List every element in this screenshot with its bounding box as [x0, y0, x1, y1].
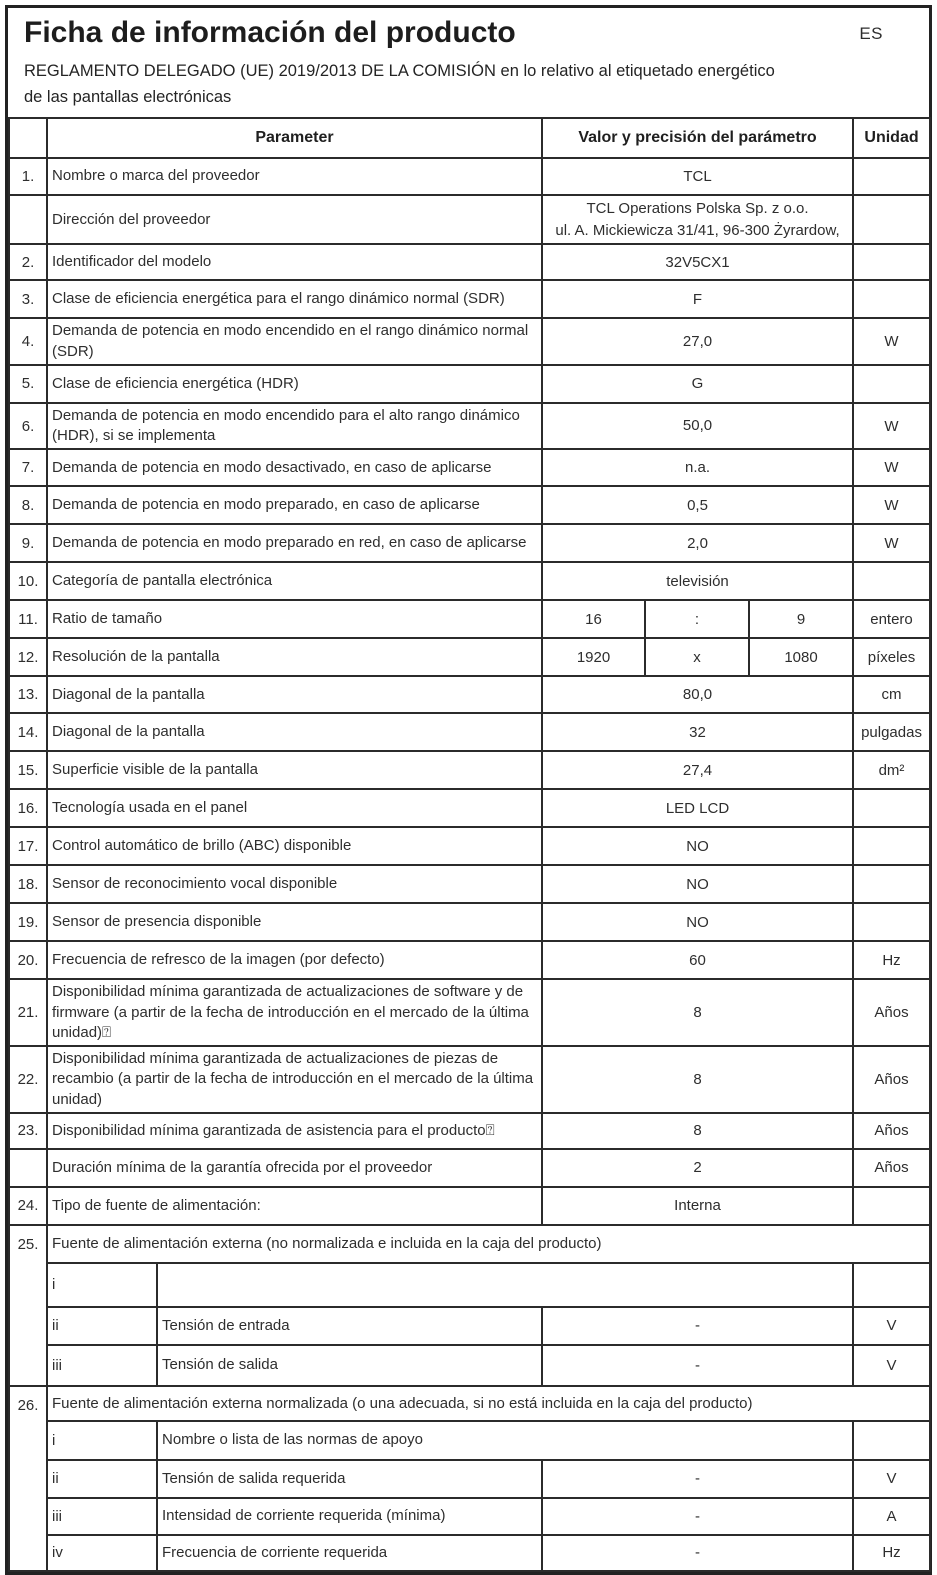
table-row: [9, 403, 930, 450]
table-row: [9, 1187, 930, 1225]
unit-cell: A: [853, 1498, 930, 1535]
table-row: [9, 865, 930, 903]
table-row: [9, 751, 930, 789]
row-number: 22.: [9, 1046, 47, 1113]
unit-cell: Años: [853, 1149, 930, 1187]
row-number: 3.: [9, 280, 47, 318]
row-number: 17.: [9, 827, 47, 865]
parameter-cell: Disponibilidad mínima garantizada de actualizaciones de piezas de recambio (a partir de la fecha de introducción en el mercado de la última unidad): [47, 1046, 542, 1113]
value-cell: televisión: [542, 562, 853, 600]
parameter-cell: Ratio de tamaño: [47, 600, 542, 638]
row-number: 21.: [9, 979, 47, 1046]
parameter-cell: Identificador del modelo: [47, 244, 542, 280]
unit-cell: [853, 365, 930, 403]
row-number: 6.: [9, 403, 47, 450]
table-row: [9, 903, 930, 941]
row-number: 15.: [9, 751, 47, 789]
value-line: ul. A. Mickiewicza 31/41, 96-300 Żyrardow,: [555, 221, 840, 239]
value-cell: 1920: [542, 638, 645, 676]
product-fiche-sheet: [5, 5, 932, 1575]
row-number: 5.: [9, 365, 47, 403]
table-row: [9, 600, 930, 638]
row-number: [9, 1149, 47, 1187]
table-subrow: [9, 1498, 930, 1535]
parameter-cell: Frecuencia de refresco de la imagen (por defecto): [47, 941, 542, 979]
parameter-cell: Nombre o marca del proveedor: [47, 158, 542, 195]
row-number: 26.: [9, 1386, 47, 1571]
table-row: [9, 318, 930, 365]
subrow-label: ii: [47, 1307, 157, 1345]
value-cell: 0,5: [542, 486, 853, 524]
unit-cell: V: [853, 1345, 930, 1386]
regulation-subtitle-line2: de las pantallas electrónicas: [24, 88, 232, 107]
parameter-cell: Resolución de la pantalla: [47, 638, 542, 676]
parameter-cell: Clase de eficiencia energética para el rango dinámico normal (SDR): [47, 280, 542, 318]
unit-cell: Hz: [853, 1535, 930, 1571]
unit-cell: [853, 827, 930, 865]
value-cell: 50,0: [542, 403, 853, 450]
unit-cell: V: [853, 1460, 930, 1498]
subrow-label: i: [47, 1263, 157, 1307]
row-number: 24.: [9, 1187, 47, 1225]
value-cell: TCL: [542, 158, 853, 195]
row-number: 25.: [9, 1225, 47, 1386]
unit-cell: W: [853, 403, 930, 450]
value-cell: 1080: [749, 638, 853, 676]
table-row: [9, 280, 930, 318]
product-table-body: [9, 158, 930, 1571]
value-cell: 27,0: [542, 318, 853, 365]
value-cell: :: [645, 600, 749, 638]
unit-cell: [853, 158, 930, 195]
row-number: [9, 195, 47, 245]
table-subrow: [9, 1460, 930, 1498]
value-cell: n.a.: [542, 449, 853, 486]
value-cell: [542, 195, 853, 245]
row-number: 19.: [9, 903, 47, 941]
row-number: 9.: [9, 524, 47, 562]
unit-cell: [853, 1187, 930, 1225]
value-line: TCL Operations Polska Sp. z o.o.: [586, 199, 809, 217]
unit-cell: [853, 280, 930, 318]
parameter-cell: Disponibilidad mínima garantizada de actualizaciones de software y de firmware (a partir de la fecha de introducción en el mercado de la última unidad)⍰: [47, 979, 542, 1046]
parameter-cell: Superficie visible de la pantalla: [47, 751, 542, 789]
parameter-cell: Categoría de pantalla electrónica: [47, 562, 542, 600]
unit-cell: W: [853, 486, 930, 524]
table-row: [9, 1149, 930, 1187]
table-subrow: [9, 1263, 930, 1307]
value-cell: 9: [749, 600, 853, 638]
parameter-cell: Sensor de presencia disponible: [47, 903, 542, 941]
unit-cell: V: [853, 1307, 930, 1345]
unit-cell: [853, 903, 930, 941]
row-number: 16.: [9, 789, 47, 827]
table-row: [9, 486, 930, 524]
value-cell: 27,4: [542, 751, 853, 789]
page-title: Ficha de información del producto: [24, 16, 516, 49]
table-row: [9, 244, 930, 280]
parameter-cell: Demanda de potencia en modo encendido para el alto rango dinámico (HDR), si se implementa: [47, 403, 542, 450]
table-row: [9, 1386, 930, 1421]
row-number: 23.: [9, 1113, 47, 1149]
unit-column-header: Unidad: [853, 118, 930, 158]
value-cell: -: [542, 1345, 853, 1386]
row-number: 4.: [9, 318, 47, 365]
table-header-row: [9, 118, 930, 158]
value-cell: G: [542, 365, 853, 403]
unit-cell: dm²: [853, 751, 930, 789]
parameter-cell: Frecuencia de corriente requerida: [157, 1535, 542, 1571]
table-row: [9, 158, 930, 195]
parameter-cell: Tipo de fuente de alimentación:: [47, 1187, 542, 1225]
value-cell: -: [542, 1307, 853, 1345]
regulation-subtitle-line1: REGLAMENTO DELEGADO (UE) 2019/2013 DE LA COMISIÓN en lo relativo al etiquetado energético: [24, 61, 775, 80]
parameter-cell: Demanda de potencia en modo encendido en el rango dinámico normal (SDR): [47, 318, 542, 365]
parameter-cell: Demanda de potencia en modo desactivado, en caso de aplicarse: [47, 449, 542, 486]
title-block: [8, 8, 929, 117]
unit-cell: Años: [853, 1046, 930, 1113]
unit-cell: [853, 865, 930, 903]
value-column-header: Valor y precisión del parámetro: [542, 118, 853, 158]
row-number: 11.: [9, 600, 47, 638]
product-info-table: [8, 117, 931, 1572]
table-row: [9, 1225, 930, 1263]
unit-cell: W: [853, 524, 930, 562]
parameter-cell: Clase de eficiencia energética (HDR): [47, 365, 542, 403]
unit-cell: entero: [853, 600, 930, 638]
value-cell: 60: [542, 941, 853, 979]
unit-cell: Años: [853, 979, 930, 1046]
group-header-cell: Fuente de alimentación externa (no normalizada e incluida en la caja del producto): [47, 1225, 930, 1263]
value-cell: 2,0: [542, 524, 853, 562]
unit-cell: [853, 195, 930, 245]
parameter-cell: Nombre o lista de las normas de apoyo: [157, 1421, 853, 1460]
parameter-cell: Control automático de brillo (ABC) disponible: [47, 827, 542, 865]
table-row: [9, 713, 930, 751]
parameter-cell: [157, 1263, 853, 1307]
parameter-cell: Tensión de salida: [157, 1345, 542, 1386]
unit-cell: W: [853, 318, 930, 365]
row-number: 20.: [9, 941, 47, 979]
unit-cell: [853, 1421, 930, 1460]
table-row: [9, 638, 930, 676]
table-subrow: [9, 1307, 930, 1345]
row-number: 10.: [9, 562, 47, 600]
value-cell: 32V5CX1: [542, 244, 853, 280]
subrow-label: i: [47, 1421, 157, 1460]
table-row: [9, 789, 930, 827]
value-cell: NO: [542, 827, 853, 865]
parameter-cell: Diagonal de la pantalla: [47, 713, 542, 751]
subrow-label: ii: [47, 1460, 157, 1498]
table-row: [9, 365, 930, 403]
number-column-header: [9, 118, 47, 158]
parameter-cell: Demanda de potencia en modo preparado en red, en caso de aplicarse: [47, 524, 542, 562]
table-row: [9, 941, 930, 979]
parameter-cell: Dirección del proveedor: [47, 195, 542, 245]
table-row: [9, 524, 930, 562]
value-cell: 80,0: [542, 676, 853, 713]
parameter-cell: Intensidad de corriente requerida (mínima): [157, 1498, 542, 1535]
group-header-cell: Fuente de alimentación externa normalizada (o una adecuada, si no está incluida en la caja del producto): [47, 1386, 930, 1421]
value-cell: 2: [542, 1149, 853, 1187]
unit-cell: [853, 562, 930, 600]
parameter-cell: Sensor de reconocimiento vocal disponible: [47, 865, 542, 903]
value-cell: 8: [542, 1046, 853, 1113]
subrow-label: iv: [47, 1535, 157, 1571]
parameter-cell: Tensión de salida requerida: [157, 1460, 542, 1498]
unit-cell: [853, 244, 930, 280]
value-cell: 8: [542, 1113, 853, 1149]
table-row: [9, 1046, 930, 1113]
subrow-label: iii: [47, 1345, 157, 1386]
value-cell: LED LCD: [542, 789, 853, 827]
value-cell: x: [645, 638, 749, 676]
parameter-cell: Diagonal de la pantalla: [47, 676, 542, 713]
table-row: [9, 676, 930, 713]
row-number: 1.: [9, 158, 47, 195]
table-row: [9, 1113, 930, 1149]
parameter-column-header: Parameter: [47, 118, 542, 158]
value-cell: F: [542, 280, 853, 318]
table-subrow: [9, 1345, 930, 1386]
unit-cell: Hz: [853, 941, 930, 979]
parameter-cell: Tecnología usada en el panel: [47, 789, 542, 827]
value-cell: -: [542, 1460, 853, 1498]
unit-cell: [853, 789, 930, 827]
value-cell: 16: [542, 600, 645, 638]
table-row: [9, 979, 930, 1046]
value-cell: -: [542, 1498, 853, 1535]
table-subrow: [9, 1421, 930, 1460]
value-cell: NO: [542, 865, 853, 903]
row-number: 2.: [9, 244, 47, 280]
value-cell: -: [542, 1535, 853, 1571]
row-number: 14.: [9, 713, 47, 751]
unit-cell: Años: [853, 1113, 930, 1149]
table-subrow: [9, 1535, 930, 1571]
value-cell: Interna: [542, 1187, 853, 1225]
row-number: 18.: [9, 865, 47, 903]
parameter-cell: Tensión de entrada: [157, 1307, 542, 1345]
row-number: 12.: [9, 638, 47, 676]
table-row: [9, 562, 930, 600]
regulation-subtitle: [24, 58, 915, 111]
table-row: [9, 195, 930, 245]
unit-cell: [853, 1263, 930, 1307]
unit-cell: cm: [853, 676, 930, 713]
row-number: 13.: [9, 676, 47, 713]
row-number: 7.: [9, 449, 47, 486]
language-badge: ES: [859, 24, 883, 43]
row-number: 8.: [9, 486, 47, 524]
unit-cell: píxeles: [853, 638, 930, 676]
parameter-cell: Disponibilidad mínima garantizada de asistencia para el producto⍰: [47, 1113, 542, 1149]
subrow-label: iii: [47, 1498, 157, 1535]
value-cell: NO: [542, 903, 853, 941]
parameter-cell: Demanda de potencia en modo preparado, en caso de aplicarse: [47, 486, 542, 524]
table-row: [9, 449, 930, 486]
parameter-cell: Duración mínima de la garantía ofrecida por el proveedor: [47, 1149, 542, 1187]
value-cell: 32: [542, 713, 853, 751]
table-row: [9, 827, 930, 865]
unit-cell: pulgadas: [853, 713, 930, 751]
value-cell: 8: [542, 979, 853, 1046]
unit-cell: W: [853, 449, 930, 486]
